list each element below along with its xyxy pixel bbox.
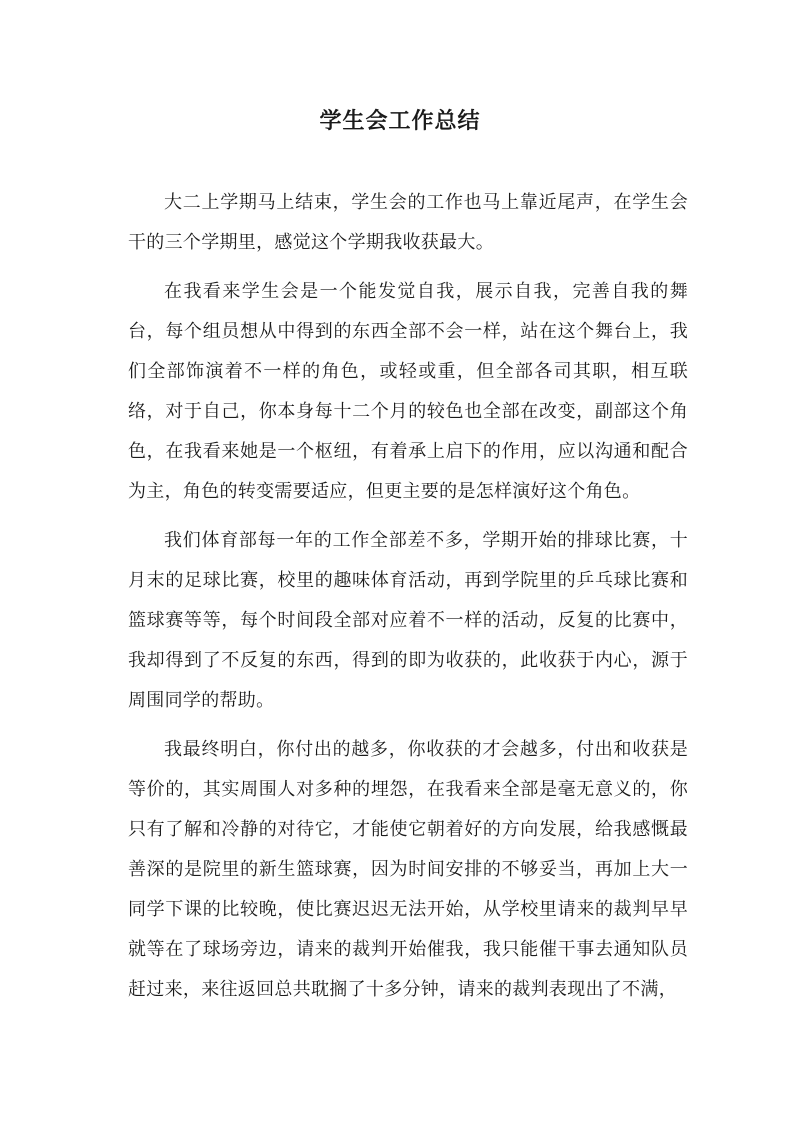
paragraph-2: 在我看来学生会是一个能发觉自我，展示自我，完善自我的舞台，每个组员想从中得到的东西全部不会一样，站在这个舞台上，我们全部饰演着不一样的角色，或轻或重，但全部各司其职，相互联络，对于自己，你本身每十二个月的较色也全部在改变，副部这个角色，在我看来她是一个枢纽，有着承上启下的作用，应以沟通和配合为主，角色的转变需要适应，但更主要的是怎样演好这个角色。 (128, 281, 688, 502)
document-title: 学生会工作总结 (319, 108, 481, 134)
document-body (128, 183, 688, 1019)
paragraph-4: 我最终明白，你付出的越多，你收获的才会越多，付出和收获是等价的，其实周围人对多种的埋怨，在我看来全部是毫无意义的，你只有了解和冷静的对待它，才能使它朝着好的方向发展，给我感慨最善深的是院里的新生篮球赛，因为时间安排的不够妥当，再加上大一同学下课的比较晚，使比赛迟迟无法开始，从学校里请来的裁判早早就等在了球场旁边，请来的裁判开始催我，我只能催干事去通知队员赶过来，来往返回总共耽搁了十多分钟，请来的裁判表现出了不满， (128, 739, 688, 1000)
paragraph-1: 大二上学期马上结束，学生会的工作也马上靠近尾声，在学生会干的三个学期里，感觉这个学期我收获最大。 (128, 192, 688, 253)
paragraph-3: 我们体育部每一年的工作全部差不多，学期开始的排球比赛，十月末的足球比赛，校里的趣味体育活动，再到学院里的乒乓球比赛和篮球赛等等，每个时间段全部对应着不一样的活动，反复的比赛中，我却得到了不反复的东西，得到的即为收获的，此收获于内心，源于周围同学的帮助。 (128, 530, 688, 711)
